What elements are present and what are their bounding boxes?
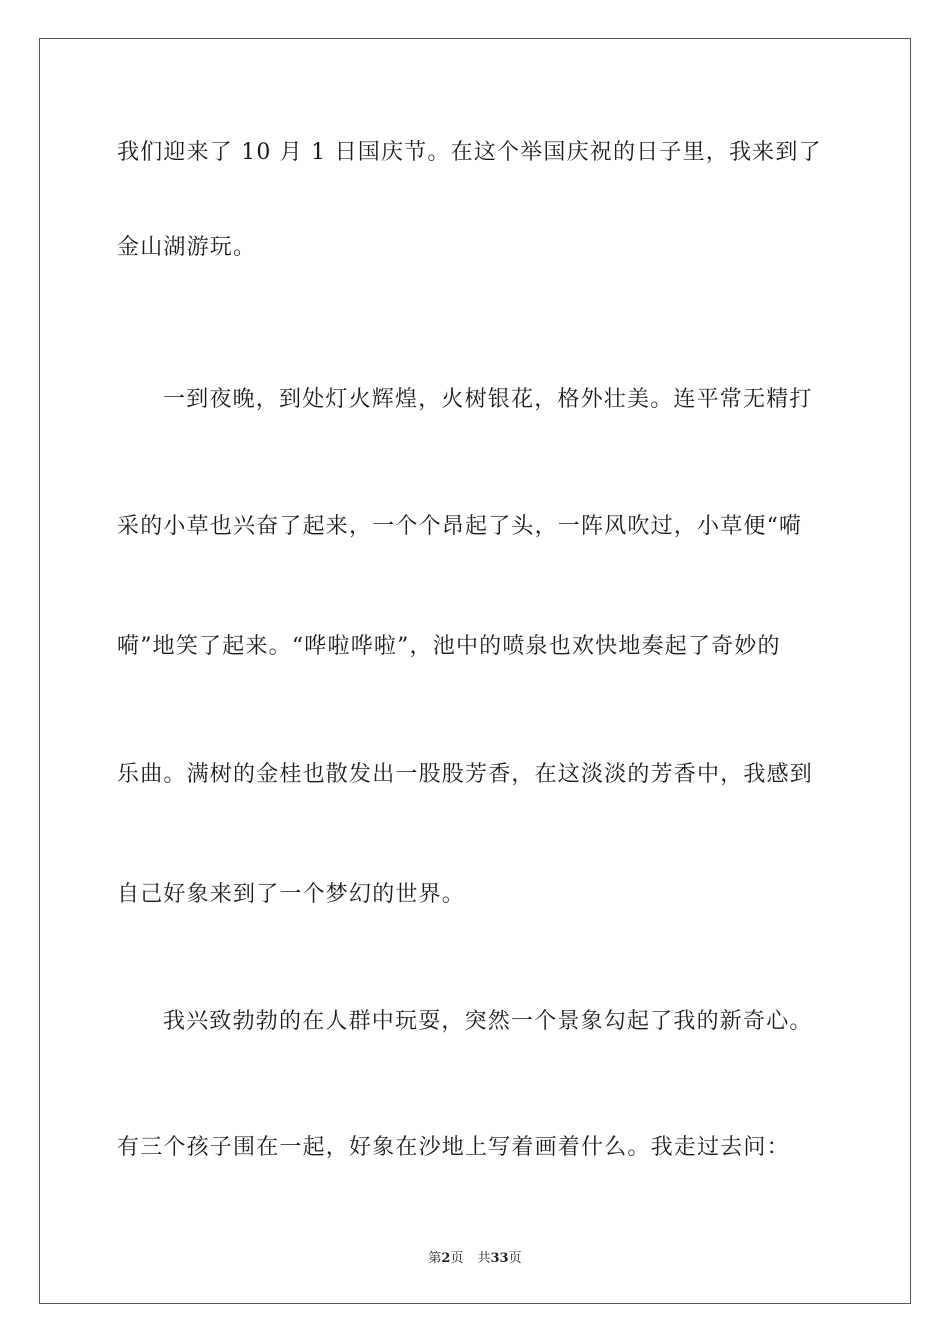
page-border [39,38,911,1304]
text-line-3: 一到夜晚，到处灯火辉煌，火树银花，格外壮美。连平常无精打 [163,387,813,412]
text-line-5: 嗬”地笑了起来。“哗啦哗啦”，池中的喷泉也欢快地奏起了奇妙的 [117,634,781,659]
text-line-6: 乐曲。满树的金桂也散发出一股股芳香，在这淡淡的芳香中，我感到 [117,762,814,787]
footer-total-prefix: 共 [477,1251,491,1266]
footer-total-pages: 33 [490,1251,509,1266]
footer-page-suffix: 页 [450,1251,464,1266]
text-line-4: 采的小草也兴奋了起来，一个个昂起了头，一阵风吹过，小草便“嗬 [117,514,803,539]
page-footer [0,1247,950,1266]
footer-page-number: 2 [441,1251,451,1266]
text-line-1: 我们迎来了 10 月 1 日国庆节。在这个举国庆祝的日子里，我来到了 [117,140,822,165]
footer-page-prefix: 第 [428,1251,442,1266]
text-line-8: 我兴致勃勃的在人群中玩耍，突然一个景象勾起了我的新奇心。 [163,1009,813,1034]
text-line-9: 有三个孩子围在一起，好象在沙地上写着画着什么。我走过去问： [117,1135,790,1160]
text-line-2: 金山湖游玩。 [117,235,257,260]
footer-total-suffix: 页 [508,1251,522,1266]
text-line-7: 自己好象来到了一个梦幻的世界。 [117,882,466,907]
